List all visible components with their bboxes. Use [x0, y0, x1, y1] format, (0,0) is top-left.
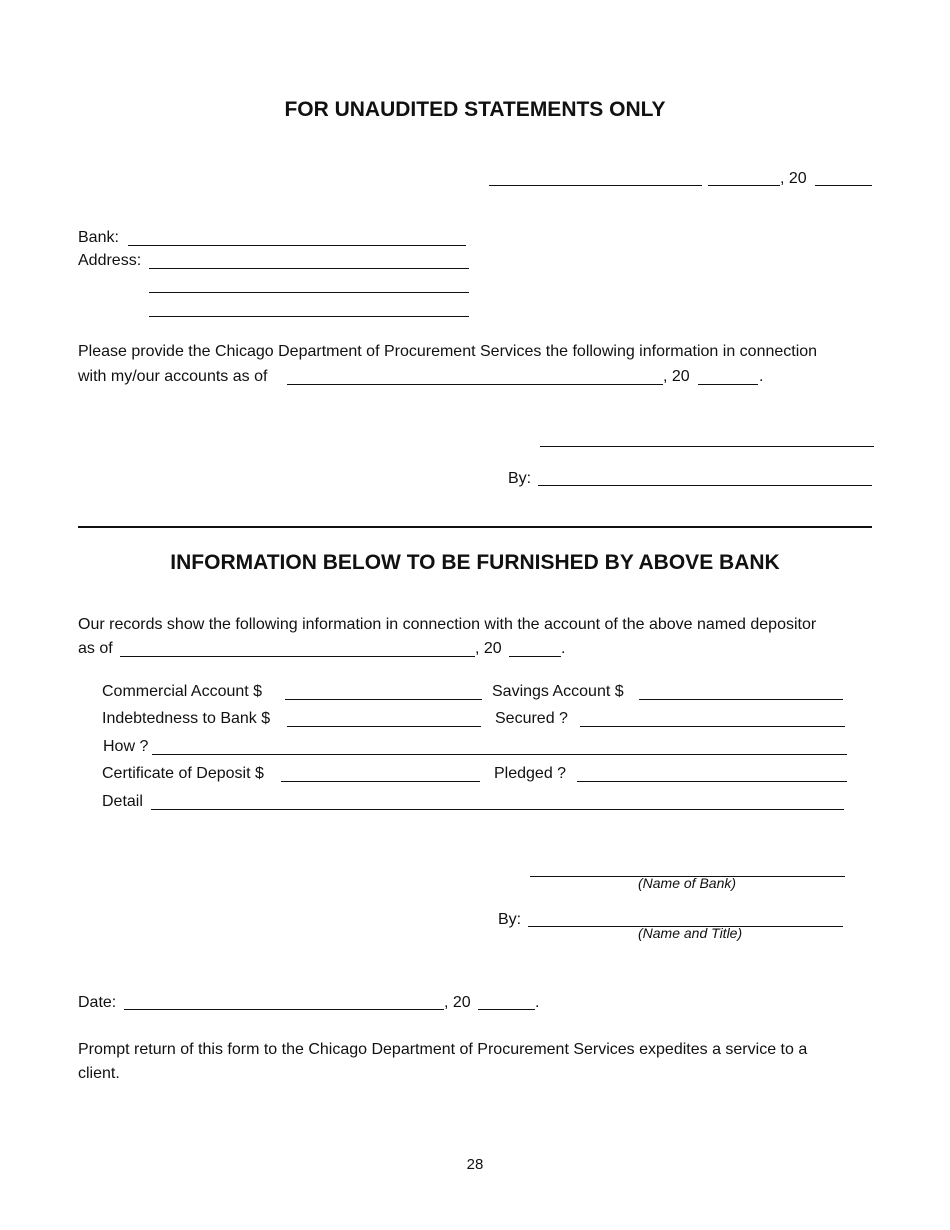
date-month-day-field[interactable]: [489, 185, 702, 186]
section-2-title: INFORMATION BELOW TO BE FURNISHED BY ABOVE BANK: [170, 551, 780, 574]
records-text-line-2: as of: [78, 640, 113, 657]
request-year-suffix: .: [759, 368, 764, 385]
certificate-of-deposit-label: Certificate of Deposit $: [102, 765, 264, 782]
records-year-field[interactable]: [509, 656, 561, 657]
records-text-line-1: Our records show the following information in connection with the account of the above named depositor: [78, 616, 817, 633]
date-day-field[interactable]: [708, 185, 780, 186]
commercial-account-label: Commercial Account $: [102, 683, 263, 700]
how-label: How ?: [103, 738, 149, 755]
detail-field[interactable]: [151, 809, 844, 810]
request-year-field[interactable]: [698, 384, 758, 385]
indebtedness-field[interactable]: [287, 726, 481, 727]
date-label: Date:: [78, 994, 117, 1011]
accounts-as-of-field[interactable]: [287, 384, 663, 385]
savings-account-label: Savings Account $: [492, 683, 624, 700]
date-year-prefix: , 20: [780, 170, 807, 187]
records-year-suffix: .: [561, 640, 566, 657]
secured-label: Secured ?: [495, 710, 568, 727]
address-field-line-2[interactable]: [149, 292, 469, 293]
records-as-of-field[interactable]: [120, 656, 475, 657]
footer-note-line-2: client.: [78, 1065, 120, 1082]
pledged-label: Pledged ?: [494, 765, 567, 782]
depositor-signature-field[interactable]: [538, 485, 872, 486]
page-number: 28: [466, 1156, 484, 1173]
detail-label: Detail: [102, 793, 143, 810]
section-divider: [78, 526, 872, 528]
date-year-field[interactable]: [815, 185, 872, 186]
depositor-by-label: By:: [508, 470, 532, 487]
savings-account-field[interactable]: [639, 699, 843, 700]
secured-field[interactable]: [580, 726, 845, 727]
certificate-of-deposit-field[interactable]: [281, 781, 480, 782]
footer-year-field[interactable]: [478, 1009, 535, 1010]
address-field-line-1[interactable]: [149, 268, 469, 269]
bank-field[interactable]: [128, 245, 466, 246]
records-year-prefix: , 20: [475, 640, 502, 657]
name-of-bank-caption: (Name of Bank): [638, 875, 737, 891]
indebtedness-label: Indebtedness to Bank $: [102, 710, 271, 727]
request-text-line-2: with my/our accounts as of: [78, 368, 268, 385]
footer-year-prefix: , 20: [444, 994, 471, 1011]
footer-note-line-1: Prompt return of this form to the Chicago Department of Procurement Services expedites a service to a: [78, 1041, 808, 1058]
address-field-line-3[interactable]: [149, 316, 469, 317]
bank-label: Bank:: [78, 229, 119, 246]
bank-by-label: By:: [498, 911, 522, 928]
pledged-field[interactable]: [577, 781, 847, 782]
depositor-name-field[interactable]: [540, 446, 874, 447]
request-year-prefix: , 20: [663, 368, 690, 385]
address-label: Address:: [78, 252, 142, 269]
footer-date-field[interactable]: [124, 1009, 444, 1010]
page-title: FOR UNAUDITED STATEMENTS ONLY: [284, 98, 666, 121]
how-field[interactable]: [152, 754, 847, 755]
footer-year-suffix: .: [535, 994, 540, 1011]
name-and-title-caption: (Name and Title): [638, 925, 743, 941]
request-text-line-1: Please provide the Chicago Department of Procurement Services the following information in connection: [78, 343, 818, 360]
commercial-account-field[interactable]: [285, 699, 482, 700]
